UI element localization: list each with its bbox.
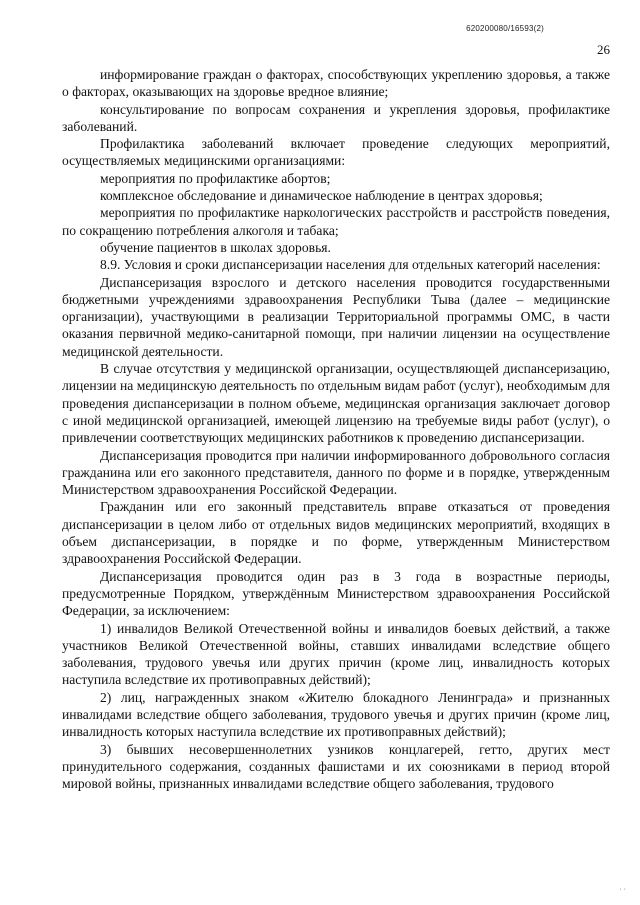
- paragraph: комплексное обследование и динамическое наблюдение в центрах здоровья;: [100, 188, 543, 204]
- paragraph: консультирование по вопросам сохранения и укрепления здоровья, профилактике заболеваний.: [62, 101, 610, 134]
- paragraph: мероприятия по профилактике абортов;: [100, 170, 331, 186]
- page-number: 26: [597, 42, 610, 57]
- list-item: 1) инвалидов Великой Отечественной войны и инвалидов боевых действий, а также участников Великой Отечественной войны, ставших инвалидами вследствие общего заболевания, трудового увечья или других причин (кроме лиц, инвалидность которых наступила вследствие их противоправных действий);: [62, 620, 610, 688]
- paragraph: Профилактика заболеваний включает проведение следующих мероприятий, осуществляемых медицинскими организациями:: [62, 136, 610, 169]
- list-item: 3) бывших несовершеннолетних узников концлагерей, гетто, других мест принудительного содержания, созданных фашистами и их союзниками в период второй мировой войны, признанных инвалидами вследствие общего заболевания, трудового: [62, 741, 610, 792]
- paragraph: информирование граждан о факторах, способствующих укреплению здоровья, а также о факторах, оказывающих на здоровье вредное влияние;: [62, 67, 610, 100]
- paragraph: В случае отсутствия у медицинской организации, осуществляющей диспансеризацию, лицензии на медицинскую деятельность по отдельным видам работ (услуг), необходимым для проведения диспансеризации в полном объеме, медицинская организация заключает договор с иной медицинской организацией, имеющей лицензию на требуемые виды работ (услуг), о привлечении соответствующих медицинских работников к проведению диспансеризации.: [62, 361, 610, 446]
- paragraph: Диспансеризация проводится при наличии информированного добровольного согласия гражданина или его законного представителя, данного по форме и в порядке, утвержденным Министерством здравоохранения Российской Федерации.: [62, 447, 610, 498]
- paragraph: обучение пациентов в школах здоровья.: [100, 239, 331, 255]
- document-id: 620200080/16593(2): [466, 24, 544, 33]
- list-item: 2) лиц, награжденных знаком «Жителю блокадного Ленинграда» и признанных инвалидами вследствие общего заболевания, трудового увечья и других причин (кроме лиц, инвалидность которых наступила вследствие их противоправных действий);: [62, 689, 610, 740]
- scan-mark: · ·: [619, 886, 626, 893]
- section-heading: 8.9. Условия и сроки диспансеризации населения для отдельных категорий населения:: [100, 257, 601, 273]
- paragraph: Диспансеризация взрослого и детского населения проводится государственными бюджетными учреждениями здравоохранения Республики Тыва (далее – медицинские организации), участвующими в реализации Территориальной программы ОМС, в части оказания первичной медико-санитарной помощи, при наличии лицензии на осуществление медицинской деятельности.: [62, 274, 610, 359]
- paragraph: мероприятия по профилактике наркологических расстройств и расстройств поведения, по сокращению потребления алкоголя и табака;: [62, 205, 610, 238]
- paragraph: Диспансеризация проводится один раз в 3 года в возрастные периоды, предусмотренные Порядком, утверждённым Министерством здравоохранения Российской Федерации, за исключением:: [62, 568, 610, 619]
- paragraph: Гражданин или его законный представитель вправе отказаться от проведения диспансеризации в целом либо от отдельных видов медицинских мероприятий, входящих в объем диспансеризации, в порядке и по форме, утвержденным Министерством здравоохранения Российской Федерации.: [62, 499, 610, 567]
- document-body: [62, 66, 610, 792]
